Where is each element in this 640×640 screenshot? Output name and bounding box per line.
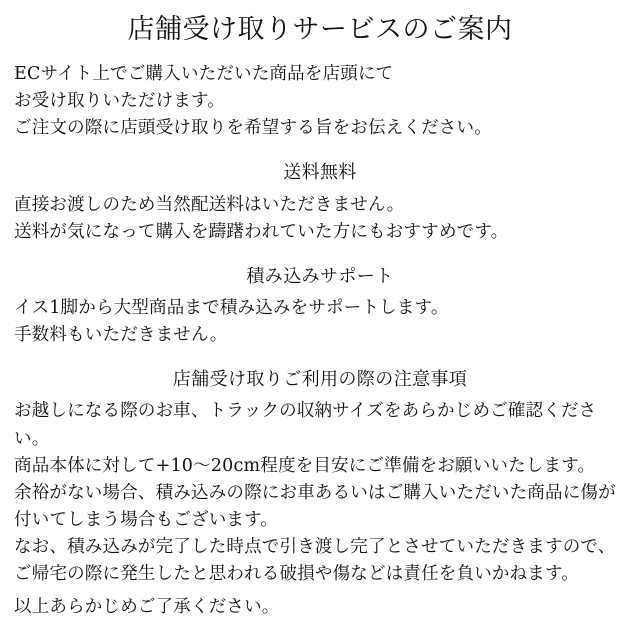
section-body-notes (14, 398, 626, 588)
notes-line-2: 商品本体に対して+10〜20cm程度を目安にご準備をお願いいたします。 (14, 455, 596, 476)
free-shipping-line-1: 直接お渡しのため当然配送料はいただきません。 (14, 194, 405, 215)
loading-support-line-1: イス1脚から大型商品まで積み込みをサポートします。 (14, 298, 449, 319)
intro-block (14, 61, 626, 142)
intro-paragraph (14, 61, 626, 142)
section-heading-loading-support: 積み込みサポート (246, 265, 394, 287)
intro-line-3: ご注文の際に店頭受け取りを希望する旨をお伝えください。 (14, 118, 492, 139)
section-body-free-shipping (14, 192, 626, 246)
page-title: 店舗受け取りサービスのご案内 (127, 14, 513, 45)
intro-line-1: ECサイト上でご購入いただいた商品を店頭にて (14, 64, 394, 85)
section-heading-notes: 店舗受け取りご利用の際の注意事項 (172, 369, 468, 391)
section-free-shipping (14, 160, 626, 245)
section-heading-free-shipping: 送料無料 (283, 162, 357, 184)
notes-line-4: なお、積み込みが完了した時点で引き渡し完了とさせていただきますので、ご帰宅の際に発生したと思われる破損や傷などは責任を負いかねます。 (14, 537, 616, 585)
section-loading-support (14, 264, 626, 349)
section-notes (14, 367, 626, 588)
section-body-loading-support (14, 295, 626, 349)
notes-line-3: 余裕がない場合、積み込みの際にお車あるいはご購入いただいた商品に傷が付いてしまう場合もございます。 (14, 482, 616, 530)
notes-line-1: お越しになる際のお車、トラックの収納サイズをあらかじめご確認ください。 (14, 401, 597, 449)
intro-line-2: お受け取りいただけます。 (14, 91, 225, 112)
free-shipping-line-2: 送料が気になって購入を躊躇われていた方にもおすすめです。 (14, 221, 509, 242)
closing-statement: 以上あらかじめご了承ください。 (14, 597, 280, 618)
loading-support-line-2: 手数料もいただきません。 (14, 325, 228, 346)
